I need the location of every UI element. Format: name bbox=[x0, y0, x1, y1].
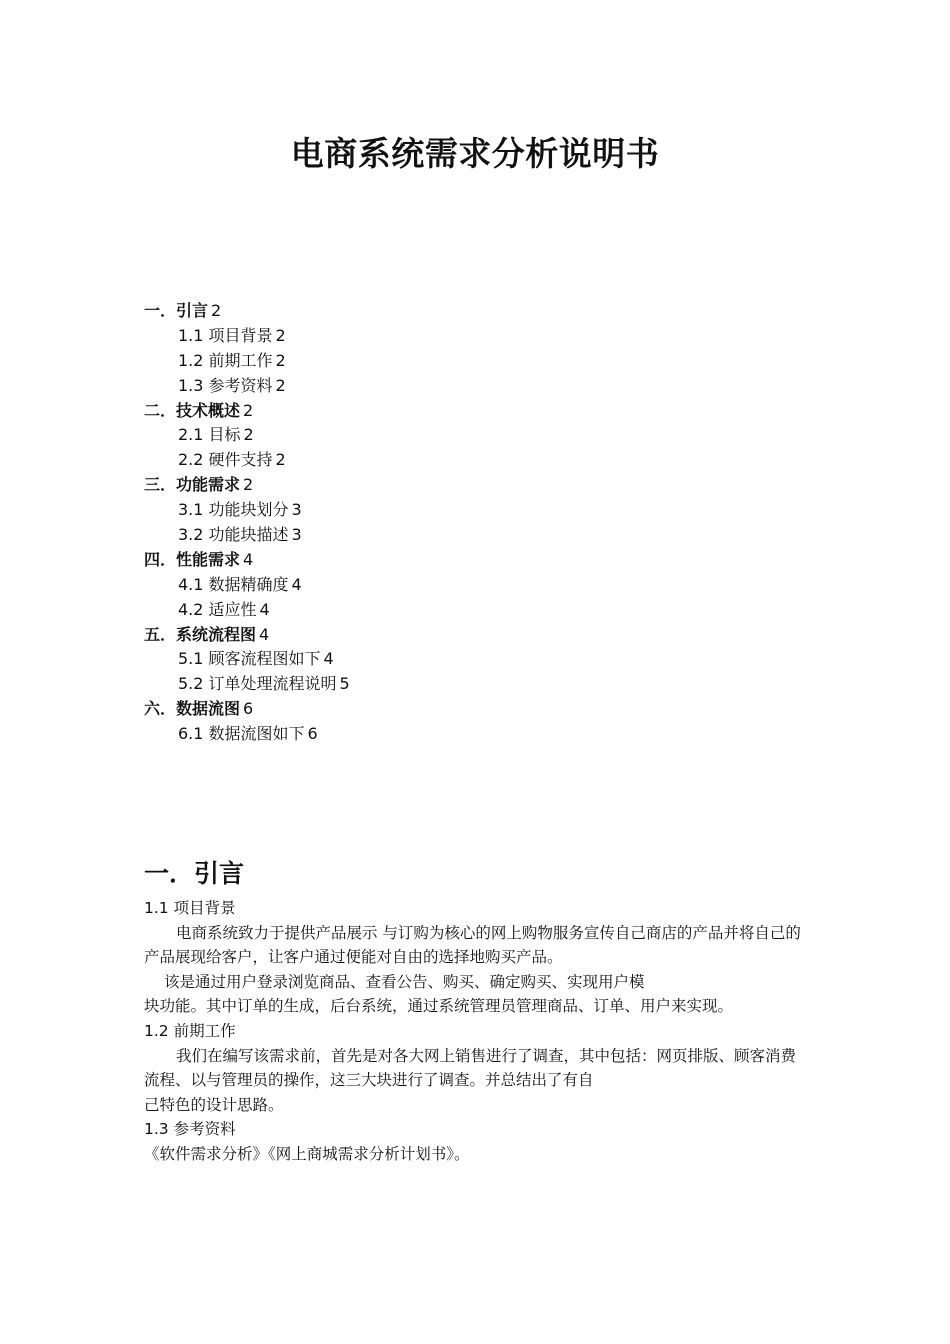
toc-entry-label: 5.1 顾客流程图如下 bbox=[178, 649, 321, 669]
document-title: 电商系统需求分析说明书 bbox=[290, 134, 660, 173]
toc-entry-page-number: 2 bbox=[243, 425, 254, 445]
toc-entry-chapter[interactable] bbox=[144, 473, 844, 498]
section-heading-introduction: 一．引言 bbox=[144, 859, 245, 888]
toc-entry-label: 五．系统流程图 bbox=[144, 624, 257, 644]
subsection-title-preliminary-work: 1.2 前期工作 bbox=[144, 1021, 236, 1040]
toc-entry-page-number: 4 bbox=[323, 649, 334, 669]
document-body bbox=[144, 852, 810, 1167]
toc-entry-chapter[interactable] bbox=[144, 299, 844, 324]
paragraph-line: 该是通过用户登录浏览商品、查看公告、购买、确定购买、实现用户模 bbox=[164, 972, 645, 991]
toc-entry-page-number: 4 bbox=[243, 549, 254, 569]
toc-entry-label: 四．性能需求 bbox=[144, 549, 241, 569]
toc-entry-section[interactable] bbox=[144, 672, 844, 697]
toc-entry-label: 六．数据流图 bbox=[144, 699, 241, 719]
toc-entry-section[interactable] bbox=[144, 374, 844, 399]
toc-entry-page-number: 2 bbox=[275, 325, 286, 345]
toc-entry-page-number: 4 bbox=[259, 599, 270, 619]
toc-entry-page-number: 2 bbox=[211, 301, 222, 320]
toc-entry-page-number: 4 bbox=[259, 624, 270, 644]
subsection-title-references: 1.3 参考资料 bbox=[144, 1120, 236, 1139]
toc-entry-section[interactable] bbox=[144, 598, 844, 623]
toc-entry-section[interactable] bbox=[144, 498, 844, 523]
toc-entry-page-number: 3 bbox=[291, 525, 302, 545]
toc-entry-label: 三．功能需求 bbox=[144, 475, 241, 495]
toc-entry-label: 1.3 参考资料 bbox=[178, 375, 273, 395]
paragraph-line: 块功能。其中订单的生成，后台系统，通过系统管理员管理商品、订单、用户来实现。 bbox=[144, 997, 734, 1016]
toc-entry-section[interactable] bbox=[144, 324, 844, 349]
toc-entry-label: 3.1 功能块划分 bbox=[178, 500, 289, 520]
subsection-title-project-background: 1.1 项目背景 bbox=[144, 899, 236, 917]
toc-entry-label: 3.2 功能块描述 bbox=[178, 525, 289, 545]
toc-entry-label: 4.1 数据精确度 bbox=[178, 574, 289, 594]
table-of-contents bbox=[144, 299, 844, 747]
toc-entry-page-number: 2 bbox=[275, 450, 286, 470]
toc-entry-chapter[interactable] bbox=[144, 623, 844, 648]
toc-entry-page-number: 2 bbox=[243, 400, 254, 420]
toc-entry-section[interactable] bbox=[144, 573, 844, 598]
toc-entry-section[interactable] bbox=[144, 423, 844, 448]
toc-entry-section[interactable] bbox=[144, 722, 844, 747]
toc-entry-section[interactable] bbox=[144, 523, 844, 548]
toc-entry-label: 4.2 适应性 bbox=[178, 599, 257, 619]
paragraph-line: 己特色的设计思路。 bbox=[144, 1095, 284, 1114]
toc-entry-label: 二．技术概述 bbox=[144, 400, 241, 420]
toc-entry-section[interactable] bbox=[144, 349, 844, 374]
toc-entry-page-number: 3 bbox=[291, 500, 302, 520]
toc-entry-page-number: 6 bbox=[243, 699, 254, 719]
toc-entry-page-number: 2 bbox=[243, 475, 254, 495]
toc-entry-label: 6.1 数据流图如下 bbox=[178, 724, 305, 744]
toc-entry-chapter[interactable] bbox=[144, 399, 844, 424]
paragraph-project-background: 电商系统致力于提供产品展示 与订购为核心的网上购物服务宣传自己商店的产品并将自己的产品展现给客户，让客户通过便能对自由的选择地购买产品。 bbox=[144, 923, 801, 967]
toc-entry-label: 2.2 硬件支持 bbox=[178, 450, 273, 470]
toc-entry-section[interactable] bbox=[144, 647, 844, 672]
toc-entry-page-number: 2 bbox=[275, 375, 286, 395]
toc-entry-section[interactable] bbox=[144, 448, 844, 473]
toc-entry-label: 2.1 目标 bbox=[178, 425, 241, 445]
toc-entry-page-number: 5 bbox=[339, 674, 350, 694]
paragraph-references: 《软件需求分析》《网上商城需求分析计划书》。 bbox=[144, 1144, 470, 1163]
toc-entry-chapter[interactable] bbox=[144, 548, 844, 573]
toc-entry-page-number: 6 bbox=[307, 724, 318, 744]
toc-entry-chapter[interactable] bbox=[144, 697, 844, 722]
paragraph-preliminary-work: 我们在编写该需求前，首先是对各大网上销售进行了调查，其中包括：网页排版、顾客消费流程、以与管理员的操作，这三大块进行了调查。并总结出了有自 bbox=[144, 1046, 797, 1090]
toc-entry-label: 1.2 前期工作 bbox=[178, 350, 273, 370]
toc-entry-label: 一．引言 bbox=[144, 301, 209, 320]
toc-entry-label: 1.1 项目背景 bbox=[178, 325, 273, 345]
toc-entry-page-number: 4 bbox=[291, 574, 302, 594]
toc-entry-label: 5.2 订单处理流程说明 bbox=[178, 674, 337, 694]
toc-entry-page-number: 2 bbox=[275, 350, 286, 370]
